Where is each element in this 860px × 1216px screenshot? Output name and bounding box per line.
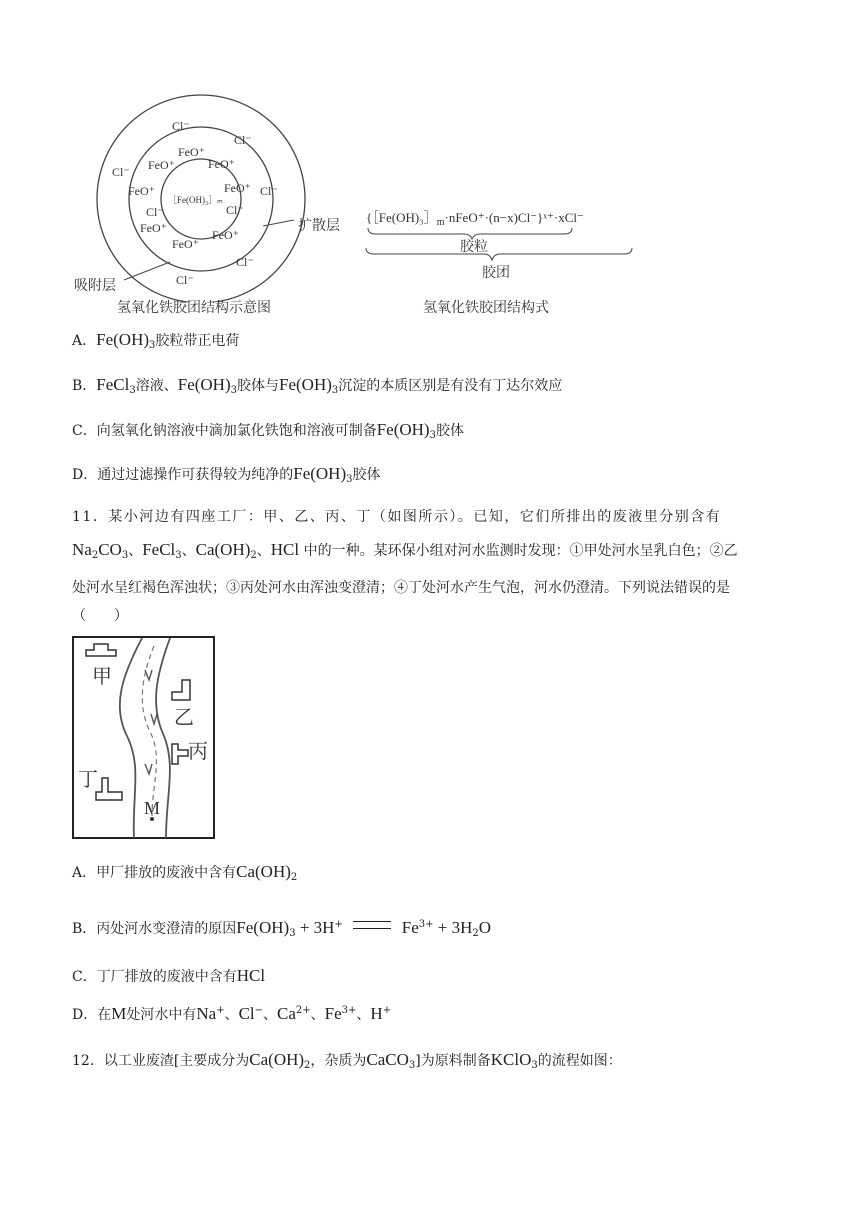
label-bing: 丙 xyxy=(188,741,208,763)
q12-stem: 12．以工业废渣[主要成分为$Ca(OH)_2$，杂质为CaCO$_3$]为原料制备KClO$_3$的流程如图： xyxy=(72,1050,622,1071)
ion-cl: Cl⁻ xyxy=(172,119,190,133)
colloid-diagram xyxy=(88,92,358,302)
q10-option-d: D．通过过滤操作可获得较为纯净的$Fe(OH)_3$胶体 xyxy=(72,464,381,485)
q10-option-a: A．$Fe(OH)_3$胶粒带正电荷 xyxy=(72,330,240,351)
label-m: M xyxy=(144,798,161,818)
brace-label-micelle: 胶团 xyxy=(482,265,510,281)
ion-cl: Cl⁻ xyxy=(234,133,252,147)
q11-stem-line3: 处河水呈红褐色浑浊状；③丙处河水由浑浊变澄清；④丁处河水产生气泡，河水仍澄清。下列说法错误的是 xyxy=(72,580,730,596)
ion-cl: Cl⁻ xyxy=(226,203,244,217)
ion-feo: FeO⁺ xyxy=(148,158,175,172)
caption-formula: 氢氧化铁胶团结构式 xyxy=(423,300,549,316)
q11-stem-line4: （ ） xyxy=(72,608,128,624)
ion-feo: FeO⁺ xyxy=(224,181,251,195)
q11-option-b: B．丙处河水变澄清的原因$Fe(OH)_3 + 3H^+$ $Fe^{3+} + 3H_2O$ xyxy=(72,918,492,939)
label-jia: 甲 xyxy=(92,666,112,688)
ion-cl: Cl⁻ xyxy=(260,184,278,198)
ion-cl: Cl⁻ xyxy=(176,273,194,287)
formula-braces xyxy=(364,226,636,262)
q11-stem-line1: 11．某小河边有四座工厂：甲、乙、丙、丁（如图所示）。已知，它们所排出的废液里分别含有 xyxy=(72,509,722,525)
q10-option-c: C．向氢氧化钠溶液中滴加氯化铁饱和溶液可制备$Fe(OH)_3$胶体 xyxy=(72,420,464,441)
q11-option-c: C．丁厂排放的废液中含有HCl xyxy=(72,966,266,985)
ion-cl: Cl⁻ xyxy=(146,205,164,219)
ion-feo: FeO⁺ xyxy=(140,221,167,235)
core-label: ［Fe(OH)₃］ₘ xyxy=(168,195,223,205)
label-adsorption-layer: 吸附层 xyxy=(74,278,116,294)
ion-feo: FeO⁺ xyxy=(212,228,239,242)
ion-feo: FeO⁺ xyxy=(208,157,235,171)
river-diagram xyxy=(72,636,216,840)
q10-option-b: B．FeCl$_3$溶液、$Fe(OH)_3$胶体与$Fe(OH)_3$沉淀的本质区别是有没有丁达尔效应 xyxy=(72,375,563,396)
equals-sign xyxy=(353,921,391,929)
caption-diagram: 氢氧化铁胶团结构示意图 xyxy=(117,300,271,316)
label-ding: 丁 xyxy=(78,769,98,791)
label-yi: 乙 xyxy=(174,707,194,729)
q11-option-a: A．甲厂排放的废液中含有$Ca(OH)_2$ xyxy=(72,862,298,883)
q11-stem-line2: $Na_2CO_3$、FeCl$_3$、$Ca(OH)_2$、HCl 中的一种。某环保小组对河水监测时发现：①甲处河水呈乳白色；②乙 xyxy=(72,540,738,561)
colloid-formula: $\{[Fe(OH)_3]_m\cdot nFeO^+\cdot(n-x)Cl^-\}ˣ^+\cdot xCl^-$ xyxy=(366,210,584,228)
brace-label-particle: 胶粒 xyxy=(460,239,488,255)
q11-option-d: D．在M处河水中有Na+、Cl−、$Ca^{2+}$、$Fe^{3+}$、H+ xyxy=(72,1004,392,1023)
ion-cl: Cl⁻ xyxy=(112,165,130,179)
label-diffuse-layer: 扩散层 xyxy=(298,218,340,234)
ion-feo: FeO⁺ xyxy=(128,184,155,198)
ion-cl: Cl⁻ xyxy=(236,255,254,269)
ion-feo: FeO⁺ xyxy=(172,237,199,251)
ion-feo: FeO⁺ xyxy=(178,145,205,159)
